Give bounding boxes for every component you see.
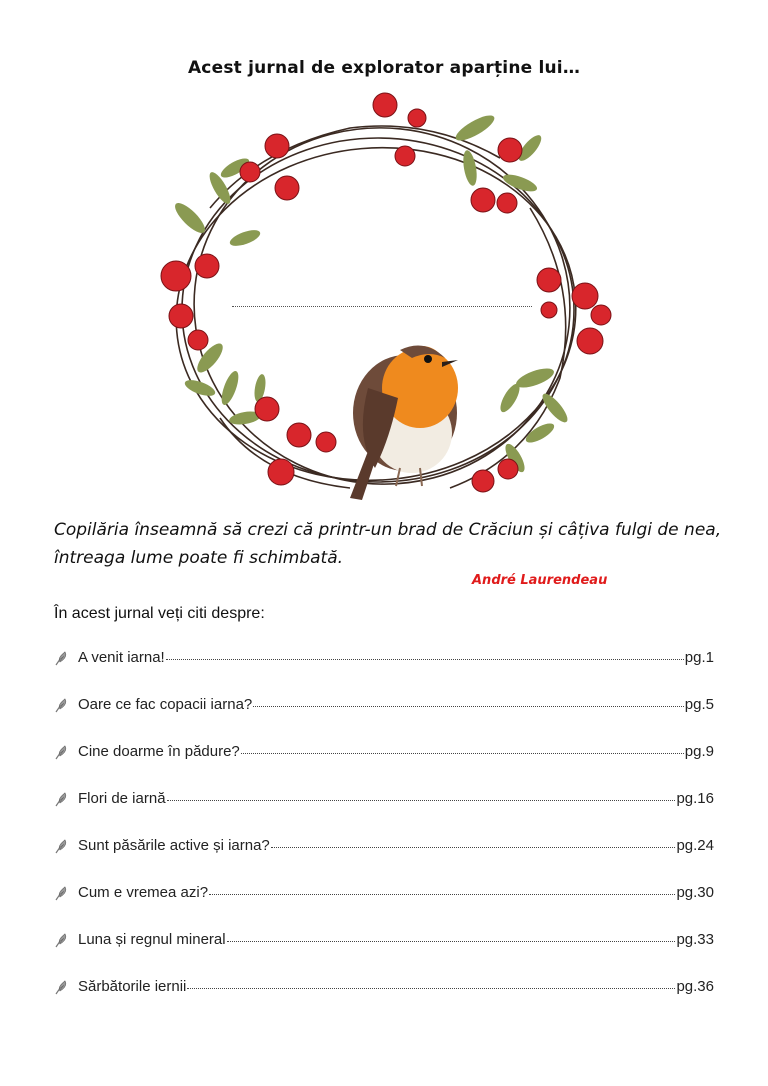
- toc-item: [54, 836, 714, 883]
- feather-icon: [54, 932, 68, 948]
- robin-bird: [350, 346, 458, 501]
- page-title: Acest jurnal de explorator aparține lui…: [187, 58, 581, 78]
- toc-item-label: Sărbătorile iernii: [78, 978, 187, 995]
- toc-item-label: Sunt păsările active și iarna?: [78, 837, 270, 854]
- feather-icon: [54, 697, 68, 713]
- toc-item-page: pg.30: [676, 884, 714, 901]
- toc-item-page: pg.9: [684, 743, 714, 760]
- toc-item-label: Flori de iarnă: [78, 790, 166, 807]
- toc-item-label: Luna și regnul mineral: [78, 931, 226, 948]
- toc-item: [54, 742, 714, 789]
- toc-item: [54, 930, 714, 977]
- owner-name-line[interactable]: [232, 296, 532, 307]
- feather-icon: [54, 979, 68, 995]
- toc-item-page: pg.5: [684, 696, 714, 713]
- toc-item-label: Cum e vremea azi?: [78, 884, 209, 901]
- leader-dots: [241, 740, 684, 754]
- feather-icon: [54, 650, 68, 666]
- feather-icon: [54, 744, 68, 760]
- leader-dots: [253, 693, 684, 707]
- toc-item-page: pg.33: [676, 931, 714, 948]
- leader-dots: [209, 881, 675, 895]
- toc-item-label: Oare ce fac copacii iarna?: [78, 696, 253, 713]
- toc-item: [54, 977, 714, 1024]
- feather-icon: [54, 838, 68, 854]
- quote-text: Copilăria înseamnă să crezi că printr-un brad de Crăciun și câțiva fulgi de nea, întreaga lume poate fi schimbată.: [54, 520, 722, 568]
- toc-item: [54, 695, 714, 742]
- toc-item: [54, 883, 714, 930]
- leader-dots: [166, 646, 684, 660]
- feather-icon: [54, 885, 68, 901]
- table-of-contents: [54, 648, 714, 1024]
- toc-item-page: pg.24: [676, 837, 714, 854]
- quote-author: André Laurendeau: [472, 573, 608, 588]
- toc-item-label: Cine doarme în pădure?: [78, 743, 240, 760]
- toc-item: [54, 789, 714, 836]
- toc-heading: În acest jurnal veți citi despre:: [54, 605, 265, 622]
- leader-dots: [271, 834, 676, 848]
- feather-icon: [54, 791, 68, 807]
- leader-dots: [167, 787, 676, 801]
- leader-dots: [227, 928, 676, 942]
- toc-item-page: pg.1: [684, 649, 714, 666]
- toc-item-page: pg.36: [676, 978, 714, 995]
- toc-item-page: pg.16: [676, 790, 714, 807]
- toc-item-label: A venit iarna!: [78, 649, 165, 666]
- leader-dots: [187, 975, 675, 989]
- toc-item: [54, 648, 714, 695]
